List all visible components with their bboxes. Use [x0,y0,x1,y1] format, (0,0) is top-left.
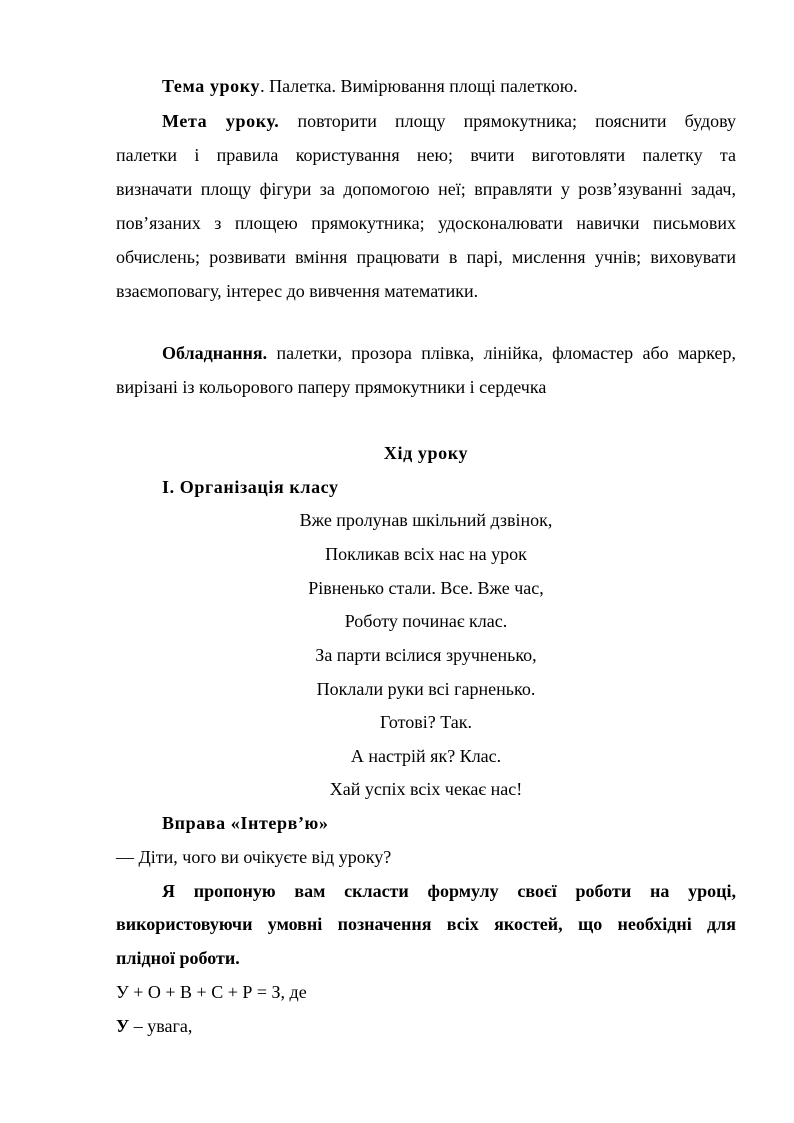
goal-first-text: повторити площу прямокутника; пояснити будову [279,111,736,131]
equipment-line-1 [116,343,736,364]
goal-line-4: пов’язаних з площею прямокутника; удосконалювати навички письмових [116,213,736,233]
exercise-title: Вправа «Інтерв’ю» [162,813,329,833]
topic-text: . Палетка. Вимірювання площі палеткою. [260,76,578,96]
goal-line-2: палетки і правила користування нею; вчити виготовляти палетку та [116,145,736,165]
poem-line: А настрій як? Клас. [350,746,502,766]
topic-line [162,76,578,97]
proposal-line-2: використовуючи умовні позначення всіх якостей, що необхідні для [116,914,736,934]
goal-line-3: визначати площу фігури за допомогою неї; вправляти у розв’язуванні задач, [116,179,736,199]
equipment-first-text: палетки, прозора плівка, лінійка, фломастер або маркер, [267,343,736,363]
definition-letter: У [116,1016,130,1036]
proposal-line-3: плідної роботи. [116,948,240,968]
goal-line-5: обчислень; розвивати вміння працювати в парі, мислення учнів; виховувати [116,247,736,267]
question-line: — Діти, чого ви очікуєте від уроку? [116,847,392,867]
section-organization: І. Організація класу [162,477,339,497]
poem-line: Поклали руки всі гарненько. [316,679,536,699]
topic-label: Тема уроку [162,76,261,96]
poem-line: Роботу починає клас. [344,611,508,631]
formula-line: У + О + В + С + Р = З, де [116,982,307,1002]
equipment-label: Обладнання. [162,343,268,363]
definition-text: – увага, [129,1016,193,1036]
definition-line [116,1016,192,1037]
equipment-line-2: вирізані із кольорового паперу прямокутники і сердечка [116,377,547,397]
goal-label: Мета уроку. [162,111,280,131]
poem-line: Рівненько стали. Все. Вже час, [308,578,544,598]
poem-line: Готові? Так. [380,712,472,732]
goal-line-1 [116,111,736,132]
goal-line-6: взаємоповагу, інтерес до вивчення математики. [116,281,479,301]
poem-line: За парти всілися зручненько, [315,645,537,665]
proposal-line-1: Я пропоную вам скласти формулу своєї роботи на уроці, [162,881,736,901]
poem-line: Вже пролунав шкільний дзвінок, [299,510,553,530]
poem-line: Покликав всіх нас на урок [325,544,527,564]
lesson-heading: Хід уроку [383,443,469,463]
poem-line: Хай успіх всіх чекає нас! [329,779,523,799]
